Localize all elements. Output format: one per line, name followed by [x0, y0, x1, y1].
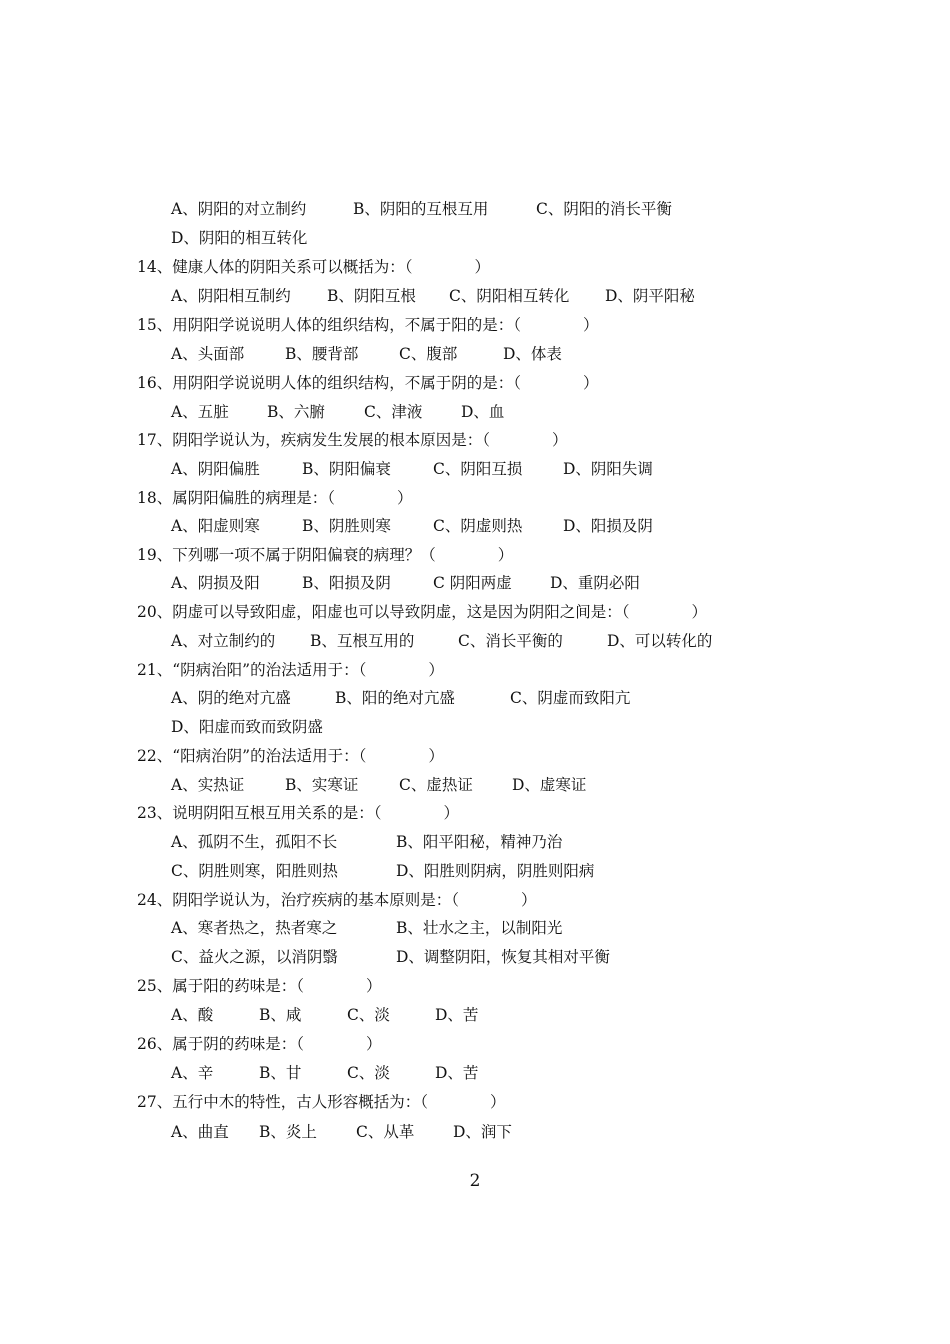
question-text: 22、“阳病治阴”的治法适用于：（ ）: [137, 747, 444, 765]
question-text: 21、“阴病治阳”的治法适用于：（ ）: [137, 661, 444, 679]
answer-option: D、体表: [503, 345, 562, 363]
answer-option: B、炎上: [259, 1123, 317, 1141]
answer-option: D、阴阳失调: [563, 460, 653, 478]
answer-option: A、头面部: [171, 345, 245, 363]
answer-option: C、阴虚而致阳亢: [510, 689, 631, 707]
answer-option: C、淡: [347, 1064, 390, 1082]
answer-option: A、孤阴不生，孤阳不长: [171, 833, 338, 851]
answer-option: B、阳平阳秘，精神乃治: [396, 833, 563, 851]
question-text: 27、五行中木的特性，古人形容概括为：（ ）: [137, 1093, 506, 1111]
answer-option: A、阳虚则寒: [171, 517, 260, 535]
answer-option: B、阴阳偏衰: [302, 460, 391, 478]
answer-option: A、阴阳的对立制约: [171, 200, 307, 218]
answer-option: B、腰背部: [285, 345, 359, 363]
answer-option: D、调整阴阳，恢复其相对平衡: [396, 948, 610, 966]
question-text: 25、属于阳的药味是：（ ）: [137, 977, 382, 995]
answer-option: C、腹部: [399, 345, 458, 363]
answer-option: A、曲直: [171, 1123, 229, 1141]
answer-option: D、可以转化的: [607, 632, 713, 650]
question-text: 24、阴阳学说认为，治疗疾病的基本原则是：（ ）: [137, 891, 537, 909]
question-text: 23、说明阴阳互根互用关系的是：（ ）: [137, 804, 459, 822]
answer-option: D、血: [461, 403, 505, 421]
question-text: 26、属于阴的药味是：（ ）: [137, 1035, 382, 1053]
answer-option: A、阴损及阳: [171, 574, 260, 592]
answer-option: A、酸: [171, 1006, 214, 1024]
answer-option: C、从革: [356, 1123, 415, 1141]
answer-option: A、阴阳相互制约: [171, 287, 291, 305]
answer-option: B、壮水之主，以制阳光: [396, 919, 563, 937]
answer-option: A、辛: [171, 1064, 214, 1082]
question-text: 18、属阴阳偏胜的病理是：（ ）: [137, 489, 413, 507]
question-text: 14、健康人体的阴阳关系可以概括为：（ ）: [137, 258, 490, 276]
answer-option: A、阴的绝对亢盛: [171, 689, 291, 707]
answer-option: D、阴平阳秘: [605, 287, 695, 305]
answer-option: A、寒者热之，热者寒之: [171, 919, 338, 937]
answer-option: D、阴阳的相互转化: [171, 229, 308, 247]
answer-option: D、阳虚而致而致阴盛: [171, 718, 323, 736]
answer-option: B、阴胜则寒: [302, 517, 391, 535]
page-number: 2: [469, 1171, 481, 1191]
answer-option: B、甘: [259, 1064, 302, 1082]
question-text: 19、下列哪一项不属于阴阳偏衰的病理？（ ）: [137, 546, 514, 564]
answer-option: C 阴阳两虚: [433, 574, 512, 592]
answer-option: D、苦: [435, 1006, 479, 1024]
answer-option: D、阳损及阴: [563, 517, 653, 535]
answer-option: D、苦: [435, 1064, 479, 1082]
answer-option: C、阴阳互损: [433, 460, 523, 478]
answer-option: D、重阴必阳: [550, 574, 640, 592]
answer-option: C、虚热证: [399, 776, 473, 794]
answer-option: C、淡: [347, 1006, 390, 1024]
question-text: 16、用阴阳学说说明人体的组织结构，不属于阴的是：（ ）: [137, 374, 599, 392]
answer-option: A、对立制约的: [171, 632, 276, 650]
answer-option: B、阳损及阴: [302, 574, 391, 592]
answer-option: D、润下: [453, 1123, 512, 1141]
answer-option: B、咸: [259, 1006, 302, 1024]
answer-option: A、阴阳偏胜: [171, 460, 260, 478]
answer-option: A、实热证: [171, 776, 245, 794]
answer-option: C、消长平衡的: [458, 632, 563, 650]
answer-option: B、阳的绝对亢盛: [335, 689, 455, 707]
question-text: 17、阴阳学说认为，疾病发生发展的根本原因是：（ ）: [137, 431, 568, 449]
answer-option: D、阳胜则阴病，阴胜则阳病: [396, 862, 595, 880]
answer-option: C、阴阳相互转化: [449, 287, 570, 305]
answer-option: C、阴阳的消长平衡: [536, 200, 672, 218]
answer-option: B、六腑: [267, 403, 325, 421]
answer-option: B、互根互用的: [310, 632, 415, 650]
answer-option: B、实寒证: [285, 776, 359, 794]
question-text: 15、用阴阳学说说明人体的组织结构，不属于阳的是：（ ）: [137, 316, 599, 334]
answer-option: A、五脏: [171, 403, 229, 421]
answer-option: C、阴胜则寒，阳胜则热: [171, 862, 338, 880]
answer-option: C、津液: [364, 403, 423, 421]
answer-option: C、阴虚则热: [433, 517, 523, 535]
answer-option: B、阴阳互根: [327, 287, 416, 305]
question-text: 20、阴虚可以导致阳虚，阳虚也可以导致阴虚，这是因为阴阳之间是：（ ）: [137, 603, 707, 621]
answer-option: C、益火之源，以消阴翳: [171, 948, 338, 966]
answer-option: B、阴阳的互根互用: [353, 200, 489, 218]
answer-option: D、虚寒证: [512, 776, 587, 794]
